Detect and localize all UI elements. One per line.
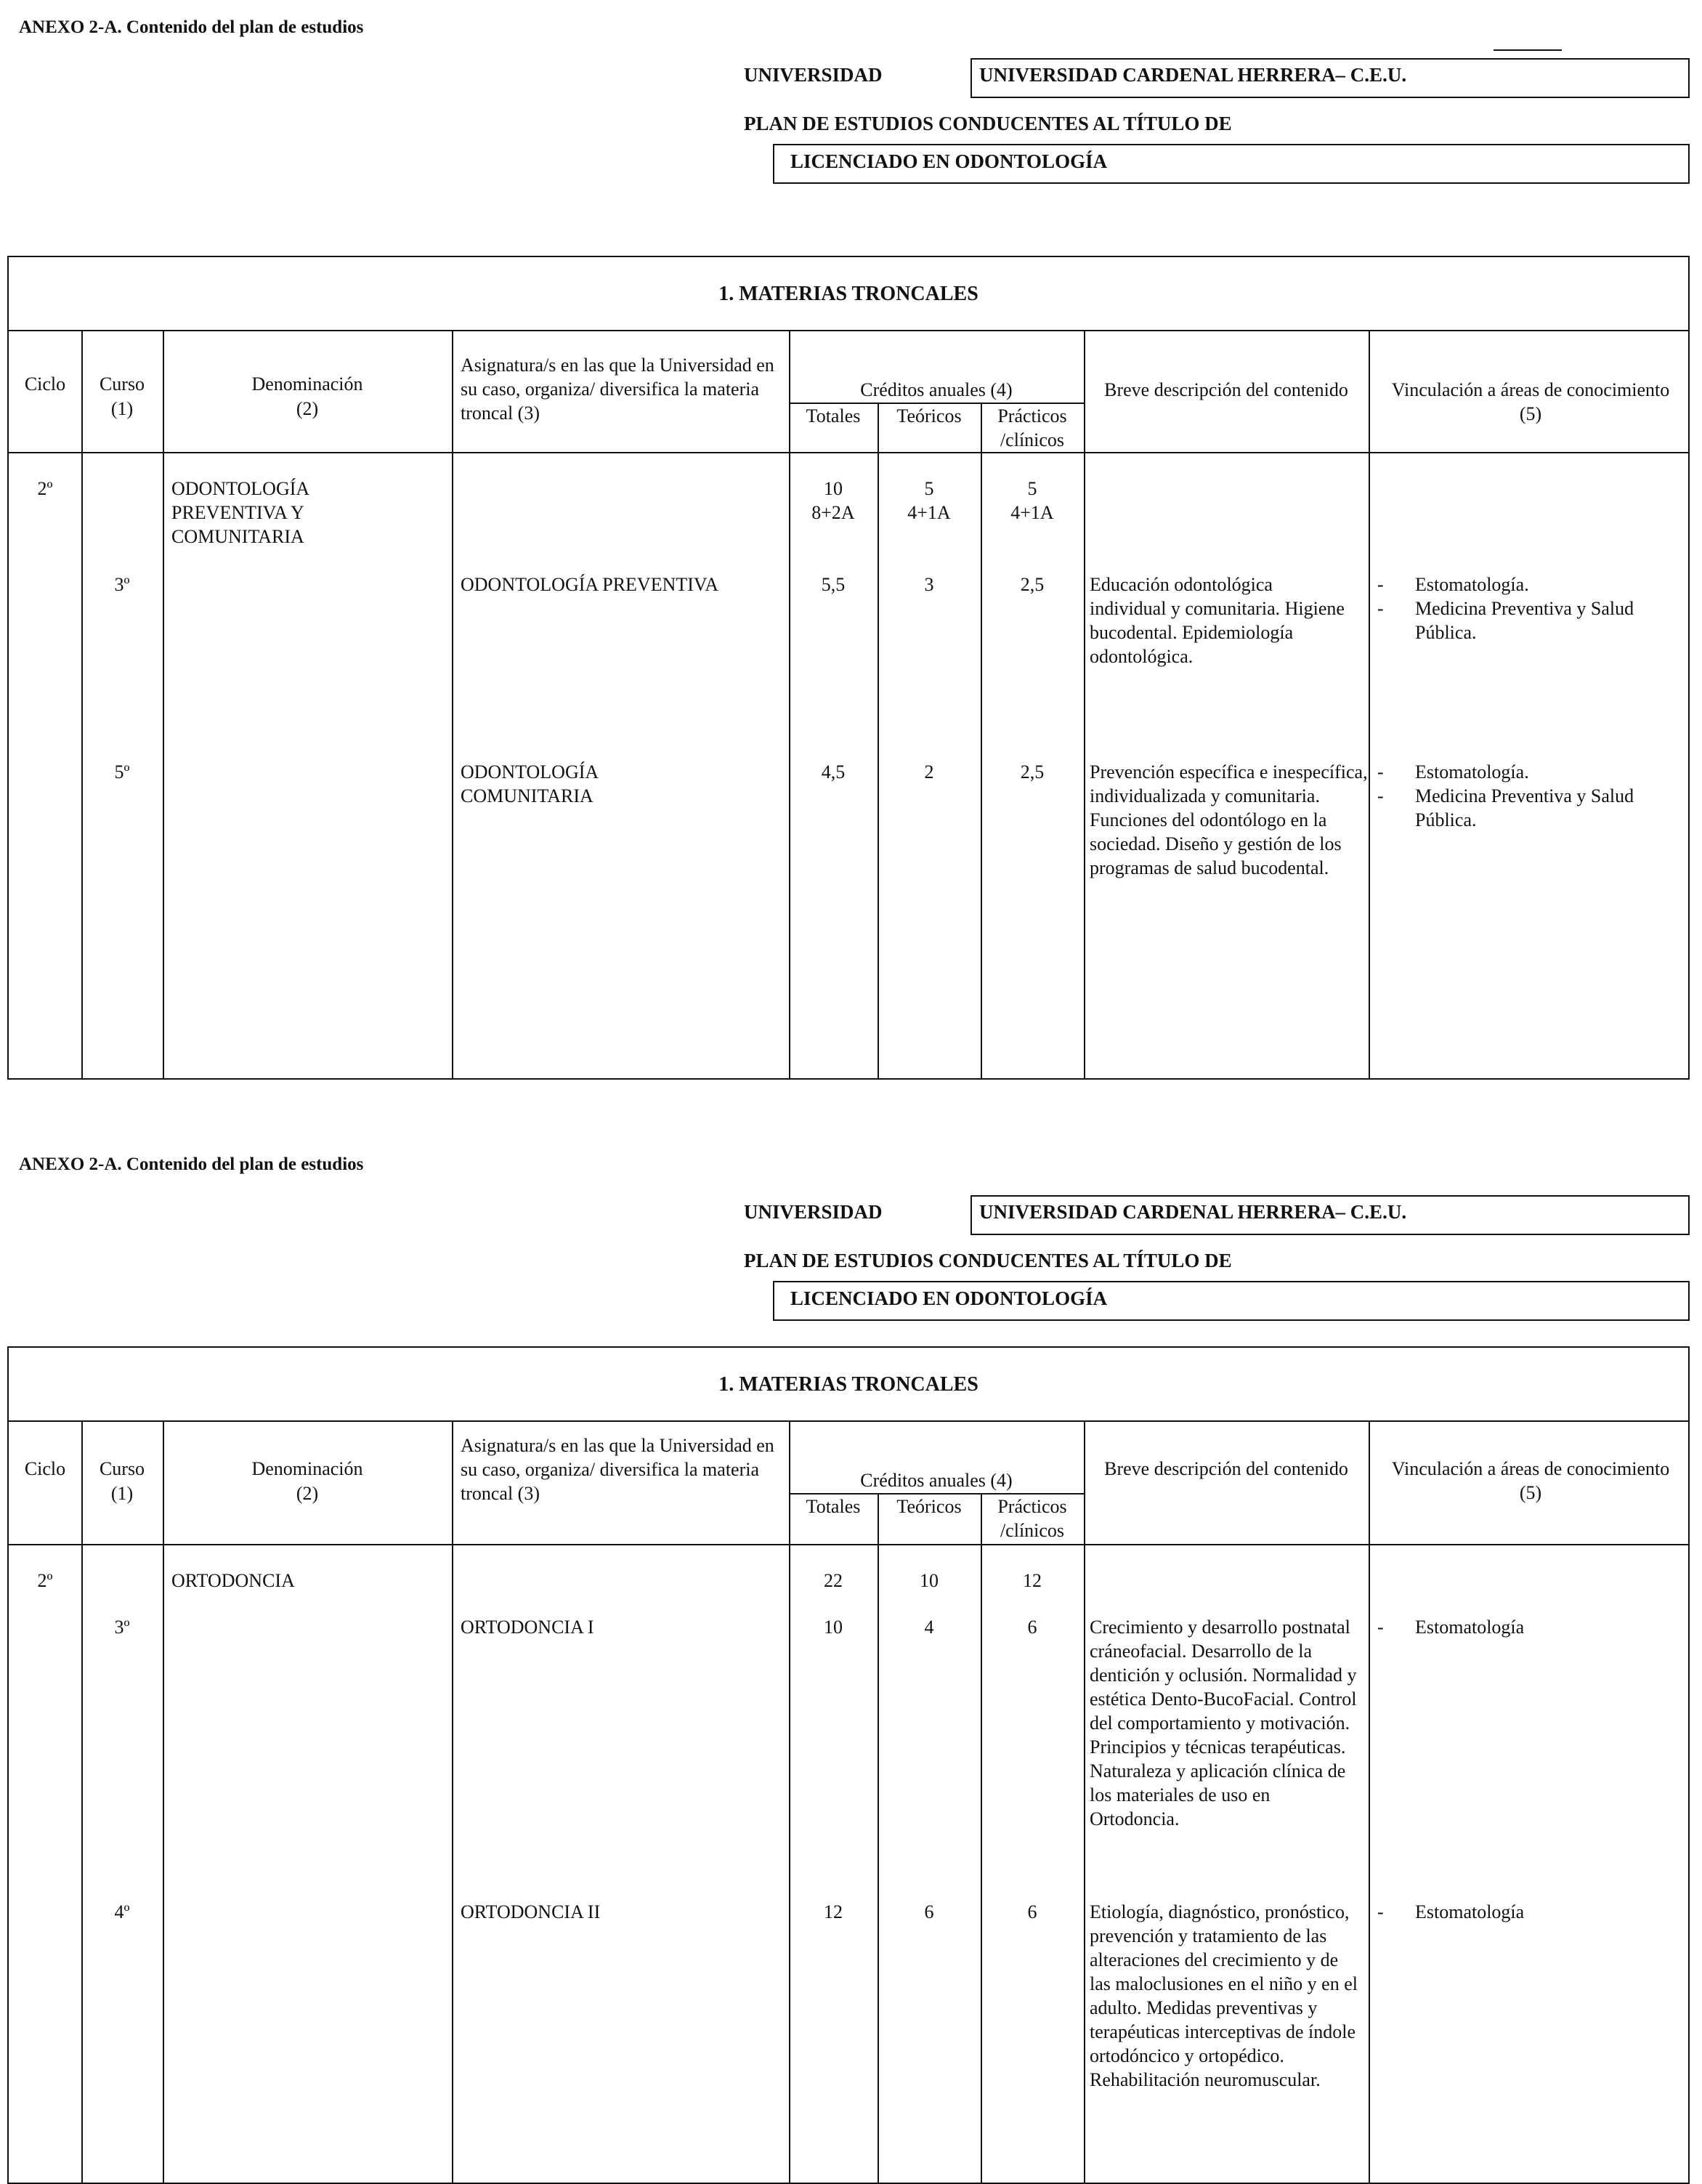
area-dash: - [1377, 598, 1384, 619]
header-divider [9, 452, 1688, 453]
area-dash: - [1377, 761, 1384, 782]
header-teoricos: Teóricos [896, 1496, 962, 1517]
university-label: UNIVERSIDAD [744, 64, 883, 86]
row-curso: 5º [114, 761, 130, 782]
header-totales: Totales [806, 1496, 861, 1517]
col-divider [81, 1422, 83, 2183]
row-practicos: 2,5 [1020, 574, 1045, 595]
header-creditos: Créditos anuales (4) [860, 1470, 1013, 1491]
area-item: Medicina Preventiva y Salud Pública. [1415, 785, 1634, 830]
header-denominacion-note: (2) [296, 1483, 319, 1504]
university-name-box: UNIVERSIDAD CARDENAL HERRERA– C.E.U. [970, 1195, 1690, 1235]
header-denominacion: Denominación [251, 1458, 363, 1479]
header-vinculacion: Vinculación a áreas de conocimiento (5) [1391, 1458, 1670, 1503]
col-divider [452, 1422, 453, 2183]
main-ciclo: 2º [37, 478, 53, 499]
row-asignatura: ODONTOLOGÍA COMUNITARIA [461, 761, 598, 806]
col-divider [163, 331, 164, 1078]
header-creditos: Créditos anuales (4) [860, 379, 1013, 400]
header-curso: Curso [99, 1458, 145, 1479]
col-divider [452, 331, 453, 1078]
table-title: 1. MATERIAS TRONCALES [9, 1348, 1688, 1422]
col-divider [1084, 1422, 1085, 2183]
col-divider [789, 331, 790, 1078]
materias-troncales-table [7, 256, 1690, 1080]
university-label: UNIVERSIDAD [744, 1201, 883, 1223]
main-denominacion: ORTODONCIA [171, 1570, 295, 1591]
header-descripcion: Breve descripción del contenido [1104, 1458, 1348, 1479]
main-denominacion: ODONTOLOGÍA PREVENTIVA Y COMUNITARIA [171, 478, 309, 547]
plan-label: PLAN DE ESTUDIOS CONDUCENTES AL TÍTULO DE [744, 1250, 1232, 1271]
row-practicos: 2,5 [1020, 761, 1045, 782]
header-rule [1494, 49, 1562, 51]
header-asignatura: Asignatura/s en las que la Universidad en su caso, organiza/ diversifica la materia troncal (3) [461, 355, 774, 424]
row-practicos: 6 [1027, 1617, 1037, 1638]
degree-box: LICENCIADO EN ODONTOLOGÍA [773, 1281, 1690, 1321]
row-teoricos: 6 [924, 1901, 934, 1922]
row-totales: 12 [824, 1901, 843, 1922]
annex-title: ANEXO 2-A. Contenido del plan de estudios [19, 1154, 364, 1174]
materias-troncales-table [7, 1346, 1690, 2184]
row-descripcion: Prevención específica e inespecífica, individualizada y comunitaria. Funciones del odontólogo en la sociedad. Diseño y gestión de los programas de salud bucodental. [1090, 761, 1368, 878]
header-ciclo: Ciclo [24, 1458, 66, 1479]
col-divider [1084, 331, 1085, 1078]
row-practicos: 6 [1027, 1901, 1037, 1922]
col-divider [1369, 1422, 1370, 2183]
header-ciclo: Ciclo [24, 373, 66, 395]
col-divider [981, 1493, 982, 2183]
header-divider [9, 1544, 1688, 1545]
area-item: Estomatología. [1415, 574, 1529, 595]
row-curso: 3º [114, 1617, 130, 1638]
area-dash: - [1377, 574, 1384, 595]
header-teoricos: Teóricos [896, 405, 962, 426]
row-asignatura: ORTODONCIA I [461, 1617, 594, 1638]
row-totales: 10 [824, 1617, 843, 1638]
degree-box: LICENCIADO EN ODONTOLOGÍA [773, 144, 1690, 184]
area-item: Medicina Preventiva y Salud Pública. [1415, 598, 1634, 643]
plan-label: PLAN DE ESTUDIOS CONDUCENTES AL TÍTULO DE [744, 113, 1232, 134]
row-teoricos: 4 [924, 1617, 934, 1638]
area-dash: - [1377, 785, 1384, 806]
area-item: Estomatología. [1415, 761, 1529, 782]
header-curso: Curso [99, 373, 145, 395]
header-descripcion: Breve descripción del contenido [1104, 379, 1348, 400]
col-divider [878, 1493, 879, 2183]
main-ciclo: 2º [37, 1570, 53, 1591]
university-name-box: UNIVERSIDAD CARDENAL HERRERA– C.E.U. [970, 58, 1690, 98]
table-title: 1. MATERIAS TRONCALES [9, 257, 1688, 331]
col-divider [1369, 331, 1370, 1078]
area-dash: - [1377, 1617, 1384, 1638]
main-teoricos: 5 4+1A [907, 478, 951, 523]
header-asignatura: Asignatura/s en las que la Universidad en su caso, organiza/ diversifica la materia troncal (3) [461, 1435, 774, 1504]
main-practicos: 12 [1023, 1570, 1042, 1591]
header-practicos: Prácticos /clínicos [997, 405, 1067, 450]
row-asignatura: ORTODONCIA II [461, 1901, 601, 1922]
header-totales: Totales [806, 405, 861, 426]
header-curso-note: (1) [110, 398, 134, 419]
row-descripcion: Crecimiento y desarrollo postnatal cráneofacial. Desarrollo de la dentición y oclusión. Normalidad y estética Dento-BucoFacial. Control del comportamiento y motivación. Principios y técnicas terapéuticas. Naturaleza y aplicación clínica de los materiales de uso en Ortodoncia. [1090, 1617, 1357, 1829]
main-totales: 22 [824, 1570, 843, 1591]
area-item: Estomatología [1415, 1617, 1525, 1638]
header-denominacion: Denominación [251, 373, 363, 395]
main-practicos: 5 4+1A [1010, 478, 1054, 523]
header-practicos: Prácticos /clínicos [997, 1496, 1067, 1541]
header-curso-note: (1) [110, 1483, 134, 1504]
main-totales: 10 8+2A [811, 478, 855, 523]
header-denominacion-note: (2) [296, 398, 319, 419]
main-teoricos: 10 [920, 1570, 939, 1591]
row-asignatura: ODONTOLOGÍA PREVENTIVA [461, 574, 719, 595]
row-teoricos: 2 [924, 761, 934, 782]
row-descripcion: Etiología, diagnóstico, pronóstico, prevención y tratamiento de las alteraciones del crecimiento y de las maloclusiones en el niño y en el adulto. Medidas preventivas y terapéuticas interceptivas de índole ortodóncico y ortopédico. Rehabilitación neuromuscular. [1090, 1901, 1358, 2090]
col-divider [789, 1422, 790, 2183]
header-vinculacion: Vinculación a áreas de conocimiento (5) [1391, 379, 1670, 424]
area-dash: - [1377, 1901, 1384, 1922]
col-divider [163, 1422, 164, 2183]
col-divider [81, 331, 83, 1078]
row-curso: 4º [114, 1901, 130, 1922]
row-totales: 5,5 [821, 574, 846, 595]
row-descripcion: Educación odontológica individual y comunitaria. Higiene bucodental. Epidemiología odontológica. [1090, 574, 1345, 667]
annex-title: ANEXO 2-A. Contenido del plan de estudios [19, 17, 364, 37]
area-item: Estomatología [1415, 1901, 1525, 1922]
row-teoricos: 3 [924, 574, 934, 595]
row-curso: 3º [114, 574, 130, 595]
row-totales: 4,5 [821, 761, 846, 782]
